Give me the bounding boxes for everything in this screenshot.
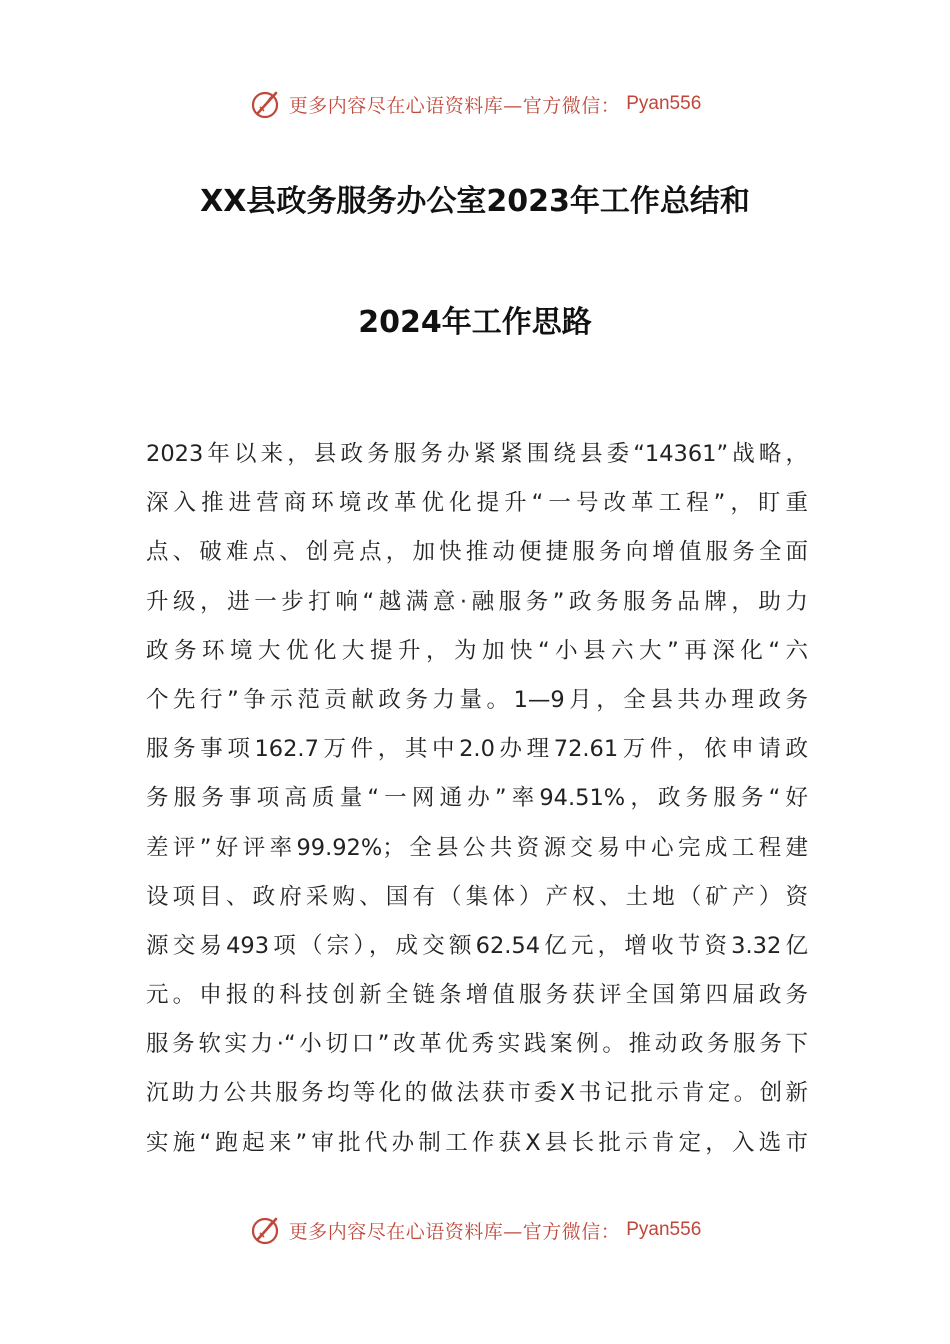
body-line: 升级，进一步打响“越满意·融服务”政务服务品牌，助力	[146, 588, 808, 615]
body-line: 服务软实力·“小切口”改革优秀实践案例。推动政务服务下	[146, 1031, 808, 1058]
watermark-text: 更多内容尽在心语资料库—官方微信：	[288, 94, 621, 117]
body-line: 点、破难点、创亮点，加快推动便捷服务向增值服务全面	[146, 539, 808, 566]
watermark-wechat-id: Pyan556	[626, 93, 702, 114]
body-line: 差评”好评率99.92%；全县公共资源交易中心完成工程建	[146, 834, 808, 861]
quill-pen-circle-icon	[249, 87, 283, 121]
watermark-wechat-id: Pyan556	[626, 1219, 702, 1240]
body-line: 服务事项162.7万件，其中2.0办理72.61万件，依申请政	[146, 736, 808, 763]
watermark-text: 更多内容尽在心语资料库—官方微信：	[288, 1220, 621, 1243]
quill-pen-circle-icon	[249, 1213, 283, 1247]
document-title-line-1: XX县政务服务办公室2023年工作总结和	[200, 184, 750, 219]
body-line: 元。申报的科技创新全链条增值服务获评全国第四届政务	[146, 982, 808, 1009]
body-line: 沉助力公共服务均等化的做法获市委X书记批示肯定。创新	[146, 1080, 808, 1107]
watermark-header	[0, 84, 950, 124]
body-line: 务服务事项高质量“一网通办”率94.51%，政务服务“好	[146, 785, 808, 812]
body-line: 2023年以来，县政务服务办紧紧围绕县委“14361”战略，	[146, 441, 808, 467]
document-title-line-2: 2024年工作思路	[358, 305, 592, 340]
body-line: 政务环境大优化大提升，为加快“小县六大”再深化“六	[146, 637, 808, 664]
body-line: 深入推进营商环境改革优化提升“一号改革工程”，盯重	[146, 490, 808, 517]
body-line: 源交易493项（宗），成交额62.54亿元，增收节资3.32亿	[146, 932, 808, 959]
watermark-footer	[0, 1210, 950, 1250]
body-line: 实施“跑起来”审批代办制工作获X县长批示肯定，入选市	[146, 1129, 808, 1156]
body-line: 设项目、政府采购、国有（集体）产权、土地（矿产）资	[146, 883, 808, 910]
body-line: 个先行”争示范贡献政务力量。1—9月，全县共办理政务	[146, 686, 808, 713]
document-body	[146, 430, 808, 1168]
